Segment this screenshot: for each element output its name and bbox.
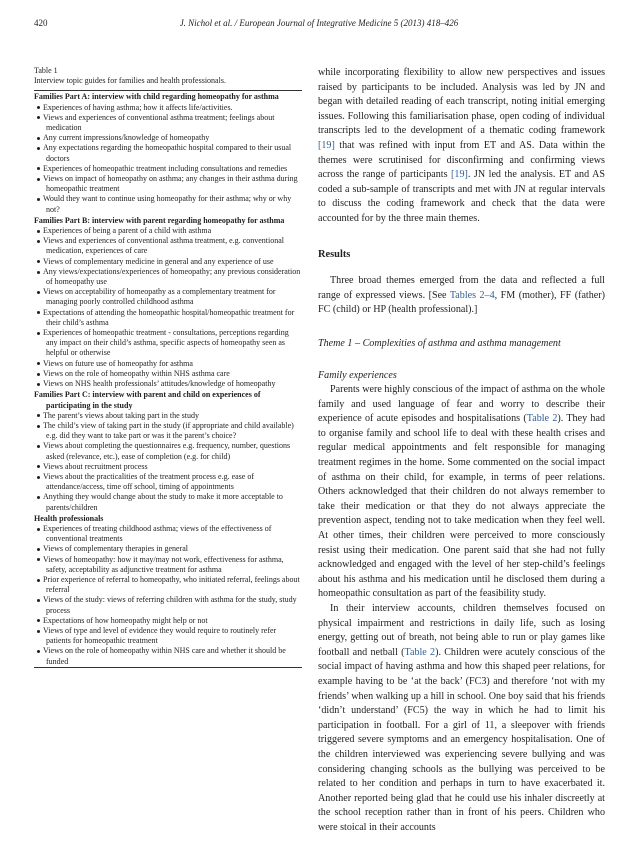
- table-list-item: [34, 328, 302, 359]
- results-heading: Results: [318, 248, 351, 260]
- table-list-item: [34, 369, 302, 379]
- table-item-text: The child’s view of taking part in the study (if appropriate and child available) e.g. did they want to take part or was it the parent’s choice?: [43, 420, 294, 441]
- table-list-item: [34, 441, 302, 461]
- bullet-icon: [37, 311, 40, 314]
- table-item-text: Views on acceptability of homeopathy as a complementary treatment for managing poorly controlled childhood asthma: [43, 287, 276, 307]
- table-item-text: Expectations of how homeopathy might help or not: [43, 615, 208, 625]
- table-list-item: [34, 411, 302, 421]
- bullet-icon: [37, 558, 40, 561]
- bullet-icon: [37, 630, 40, 633]
- table-section-title: Families Part A: interview with child regarding homeopathy for asthma: [34, 92, 279, 102]
- bullet-icon: [37, 579, 40, 582]
- table-item-text: Any expectations regarding the homeopathic hospital compared to their usual doctors: [43, 143, 292, 163]
- reference-link[interactable]: [19]: [451, 169, 468, 181]
- table-item-text: Views and experiences of conventional asthma treatment; feelings about medication: [43, 112, 275, 133]
- table-item-text: Views about completing the questionnaires e.g. frequency, number, questions asked (relevance, etc.), ease of completion (e.g. for child): [43, 441, 291, 461]
- bullet-icon: [37, 260, 40, 263]
- table-list-item: [34, 421, 302, 441]
- table-list-item: [34, 544, 302, 554]
- table-list-item: [34, 236, 302, 256]
- table-list-item: [34, 359, 302, 369]
- table-link[interactable]: Table 2: [404, 646, 436, 658]
- table-list-item: [34, 113, 302, 133]
- table-section-title: Families Part B: interview with parent regarding homeopathy for asthma: [34, 215, 285, 225]
- text-segment: that was refined with input from ET and AS. Data within the themes were scrutinised for disconfirming and confirming views across the range of participants: [318, 139, 605, 181]
- table-item-text: Views of complementary medicine in general and any experience of use: [43, 256, 274, 266]
- table-list-item: [34, 595, 302, 615]
- table-item-text: Experiences of having asthma; how it affects life/activities.: [43, 102, 233, 112]
- table-list-item: [34, 143, 302, 163]
- table-body: [34, 92, 302, 666]
- bullet-icon: [37, 619, 40, 622]
- text-segment: while incorporating flexibility to allow new perspectives and issues raised by participants to be included. Analysis was led by JN and began with detailed reading of each transcript, noting initial emerging issues. Following this familiarisation phase, open coding of individual transcripts led to the development of a thematic coding framework: [318, 67, 605, 137]
- bullet-icon: [37, 240, 40, 243]
- table-list-item: [34, 626, 302, 646]
- bullet-icon: [37, 178, 40, 181]
- text-segment: In their interview accounts, children themselves focused on physical impairment and restrictions in daily life, such as losing energy, getting out of breath, not being able to run or play games like football and netball (: [318, 603, 605, 658]
- table-label: Table 1: [34, 66, 58, 75]
- body-text-column: [318, 66, 605, 836]
- bullet-icon: [37, 465, 40, 468]
- table-item-text: Views of homeopathy: how it may/may not work, effectiveness for asthma, safety, acceptability as adjunctive treatment for asthma: [43, 554, 284, 574]
- bullet-icon: [37, 599, 40, 602]
- results-paragraph: [318, 274, 605, 318]
- table-item-text: Views on future use of homeopathy for asthma: [43, 358, 193, 368]
- table-list-item: [34, 257, 302, 267]
- journal-citation: J. Nichol et al. / European Journal of Integrative Medicine 5 (2013) 418–426: [179, 18, 459, 28]
- table-list-item: [34, 308, 302, 328]
- table-caption: Interview topic guides for families and health professionals.: [34, 76, 226, 86]
- text-segment: . JN led the analysis. ET and AS coded a sub-sample of transcripts and met with JN at regular intervals to discuss the coding framework and check that the data were accounted for by the three main themes.: [318, 169, 605, 224]
- table-list-item: [34, 646, 302, 666]
- bullet-icon: [37, 230, 40, 233]
- subsection-heading: Family experiences: [318, 369, 397, 381]
- table-list-item: [34, 287, 302, 307]
- bullet-icon: [37, 528, 40, 531]
- table-item-text: Experiences of being a parent of a child with asthma: [43, 226, 212, 236]
- bullet-icon: [37, 271, 40, 274]
- bullet-icon: [37, 414, 40, 417]
- table-1: [34, 66, 302, 668]
- family-experiences-paragraph: [318, 383, 605, 602]
- table-list-item: [34, 226, 302, 236]
- table-link[interactable]: Table 2: [526, 413, 558, 425]
- page-number: 420: [34, 18, 48, 28]
- table-item-text: Views on impact of homeopathy on asthma; any changes in their asthma during homeopathic treatment: [43, 174, 298, 194]
- table-item-text: Would they want to continue using homeopathy for their asthma; why or why not?: [43, 194, 292, 214]
- bullet-icon: [37, 332, 40, 335]
- table-item-text: Expectations of attending the homeopathic hospital/homeopathic treatment for their child’s asthma: [43, 307, 295, 327]
- text-segment: Parents were highly conscious of the impact of asthma on the whole family and used language of fear and worry to describe their experience of acute episodes and hospitalisations (: [318, 384, 605, 425]
- table-bottom-rule: [34, 667, 302, 668]
- table-item-text: Prior experience of referral to homeopathy, who initiated referral, feelings about referral: [43, 574, 300, 595]
- table-item-text: Experiences of homeopathic treatment including consultations and remedies: [43, 163, 288, 173]
- table-list-item: [34, 462, 302, 472]
- table-item-text: Views about the practicalities of the treatment process e.g. ease of attendance/access, time off school, timing of appointments: [43, 471, 254, 492]
- theme-heading: Theme 1 – Complexities of asthma and asthma management: [318, 337, 561, 349]
- text-segment: ). Children were acutely conscious of the social impact of having asthma and how this shaped peer relations, for example having to be ‘at the back’ (FC3) and therefore ‘not with my friends’ when walking up a hill in school. One boy said that his friends ‘didn’t understand’ (FC5) the way in which he had to limit his participation in football. For a girl of 11, a sleepover with friends triggered severe symptoms and an emergency hospitalisation. One of the children interviewed was experiencing severe bullying and was considering changing schools as the bullying was perceived to be related to her condition and perhaps in turn to have exacerbated it. Another reported being glad that he could use his inhaler discreetly at the school reception rather than in front of his peers. Children who were stoical in their accounts: [318, 646, 606, 833]
- table-list-item: [34, 267, 302, 287]
- table-link[interactable]: Tables 2–4: [449, 289, 495, 301]
- bullet-icon: [37, 383, 40, 386]
- bullet-icon: [37, 147, 40, 150]
- text-segment: , FM (mother), FF (father) FC (child) or HP (health professional).]: [318, 289, 605, 316]
- reference-link[interactable]: [19]: [318, 139, 335, 151]
- bullet-icon: [37, 650, 40, 653]
- table-item-text: Views and experiences of conventional asthma treatment, e.g. conventional medication, experiences of care: [43, 236, 284, 256]
- table-item-text: Views on the role of homeopathy within NHS care and whether it should be funded: [43, 646, 286, 666]
- table-section-title: Health professionals: [34, 513, 104, 523]
- table-list-item: [34, 133, 302, 143]
- text-segment: Three broad themes emerged from the data and reflected a full range of expressed views. [See: [318, 275, 605, 301]
- bullet-icon: [37, 476, 40, 479]
- table-list-item: [34, 174, 302, 194]
- table-item-text: Views on NHS health professionals’ attitudes/knowledge of homeopathy: [43, 379, 276, 389]
- table-top-rule: [34, 90, 302, 91]
- bullet-icon: [37, 425, 40, 428]
- bullet-icon: [37, 198, 40, 201]
- table-item-text: Views of complementary therapies in general: [43, 544, 189, 554]
- bullet-icon: [37, 373, 40, 376]
- table-list-item: [34, 164, 302, 174]
- table-item-text: Experiences of treating childhood asthma; views of the effectiveness of conventional treatments: [43, 523, 272, 544]
- table-item-text: Views on the role of homeopathy within NHS asthma care: [43, 368, 230, 378]
- running-header: [34, 18, 604, 32]
- table-list-item: [34, 492, 302, 512]
- bullet-icon: [37, 548, 40, 551]
- table-item-text: Views of the study: views of referring children with asthma for the study, study process: [43, 595, 297, 615]
- text-segment: ). They had to organise family and school life to deal with these health crises and regular medical appointments and felt responsible for managing treatment regimes in the home. Some commented on the social impact of asthma on their child, for example, in terms of peer relations. Others acknowledged that their children do not always remember to take their medication or that they do not always appreciate the prevention aspect, tending not to take medication when they feel well. At other times, their children were perceived to more consciously resist using their medication. One parent said that she had not fully acknowledged and engaged with the level of her step-child’s feelings about his asthma and his medication until he disclosed them during a homeopathic consultation as part of the feasibility study.: [318, 413, 605, 600]
- table-list-item: [34, 555, 302, 575]
- table-item-text: Experiences of homeopathic treatment - consultations, perceptions regarding any impact on their child’s asthma, specific aspects of homeopathy seen as helpful or otherwise: [43, 328, 289, 358]
- table-item-text: The parent’s views about taking part in the study: [43, 410, 199, 420]
- bullet-icon: [37, 167, 40, 170]
- table-list-item: [34, 194, 302, 214]
- bullet-icon: [37, 116, 40, 119]
- table-item-text: Views about recruitment process: [43, 461, 148, 471]
- table-list-item: [34, 616, 302, 626]
- children-accounts-paragraph: [318, 602, 605, 836]
- table-item-text: Views of type and level of evidence they would require to routinely refer patients for homeopathic treatment: [43, 625, 277, 646]
- table-list-item: [34, 379, 302, 389]
- methods-paragraph: [318, 66, 605, 227]
- table-section-title: Families Part C: interview with parent and child on experiences of participating in the study: [34, 390, 261, 410]
- table-list-item: [34, 575, 302, 595]
- table-list-item: [34, 524, 302, 544]
- table-item-text: Any current impressions/knowledge of homeopathy: [43, 133, 210, 143]
- table-item-text: Anything they would change about the study to make it more acceptable to parents/children: [43, 492, 283, 512]
- table-list-item: [34, 103, 302, 113]
- table-item-text: Any views/expectations/experiences of homeopathy; any previous consideration of homeopathy use: [43, 266, 301, 287]
- bullet-icon: [37, 106, 40, 109]
- table-list-item: [34, 472, 302, 492]
- bullet-icon: [37, 291, 40, 294]
- bullet-icon: [37, 362, 40, 365]
- bullet-icon: [37, 496, 40, 499]
- bullet-icon: [37, 137, 40, 140]
- bullet-icon: [37, 445, 40, 448]
